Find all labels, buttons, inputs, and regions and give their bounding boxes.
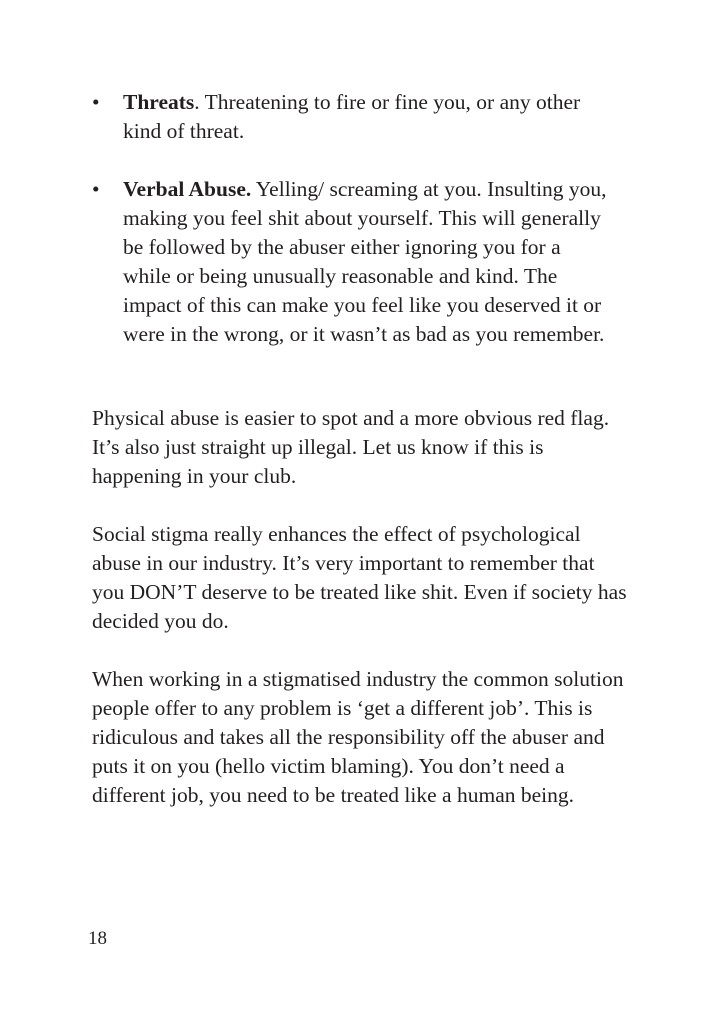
list-item-verbal-abuse — [92, 175, 612, 349]
list-item-description: Yelling/ screaming at you. Insulting you, making you feel shit about yourself. This will generally be followed by the abuser either ignoring you for a while or being unusually reasonable and kind. The impact of this can make you feel like you deserved it or were in the wrong, or it wasn’t as bad as you remember. — [123, 177, 607, 346]
list-item-text — [123, 177, 607, 346]
bullet-icon: • — [92, 177, 100, 201]
page-number: 18 — [88, 928, 107, 949]
bullet-icon: • — [92, 90, 100, 114]
list-item-text — [123, 90, 580, 143]
list-item-description: . Threatening to fire or fine you, or any other kind of threat. — [123, 90, 581, 143]
paragraph-physical-abuse: Physical abuse is easier to spot and a more obvious red flag. It’s also just straight up illegal. Let us know if this is happening in your club. — [92, 406, 610, 488]
paragraph-stigmatised-industry: When working in a stigmatised industry the common solution people offer to any problem is ‘get a different job’. This is ridiculous and takes all the responsibility off the abuser and puts it on you (hello victim blaming). You don’t need a different job, you need to be treated like a human being. — [92, 667, 624, 807]
list-item-threats — [92, 88, 612, 146]
list-item-term: Threats — [123, 90, 195, 114]
abuse-types-list — [92, 88, 612, 349]
list-item-term: Verbal Abuse. — [123, 177, 252, 201]
paragraph-social-stigma: Social stigma really enhances the effect of psychological abuse in our industry. It’s very important to remember that you DON’T deserve to be treated like shit. Even if society has decided you do. — [92, 522, 627, 633]
